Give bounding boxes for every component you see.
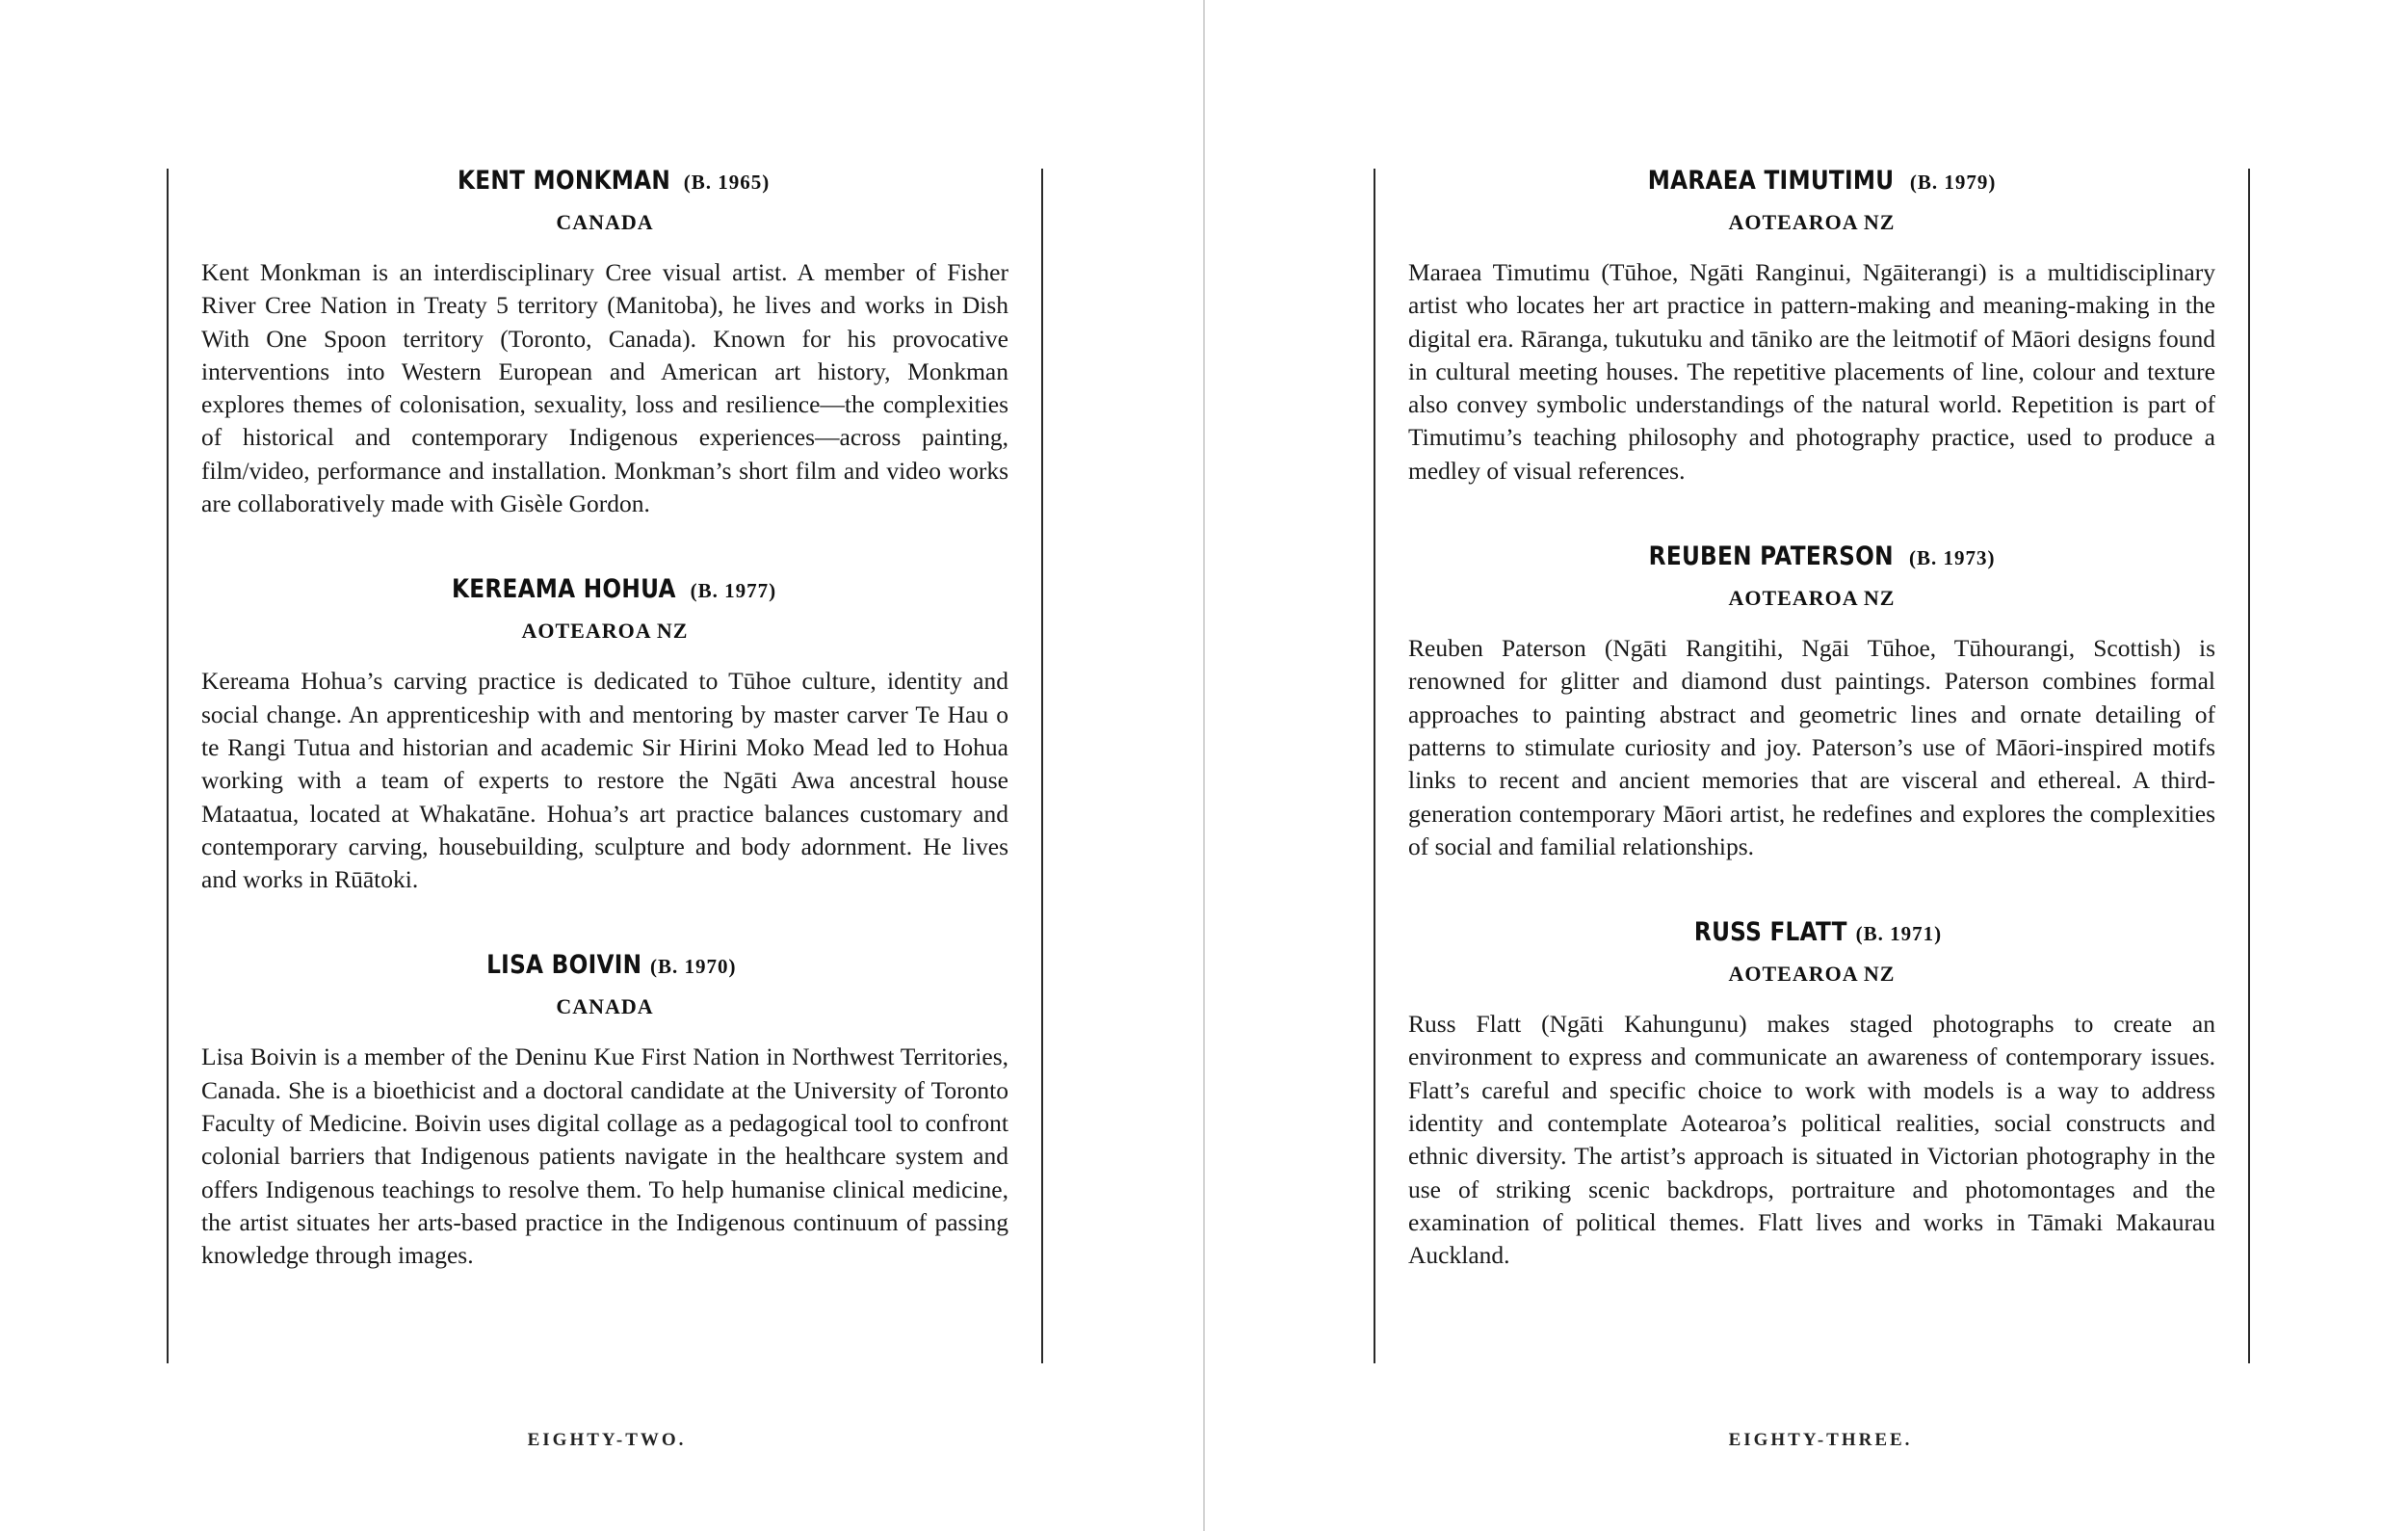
artist-country: AOTEAROA NZ	[521, 619, 689, 644]
artist-bio: Russ Flatt (Ngāti Kahungunu) makes staged photographs to create an environment to express and communicate an awareness of contemporary issues. Flatt’s careful and specific choice to work with models is a way to address identity and contemplate Aotearoa’s political realities, social constructs and ethnic diversity. The artist’s approach is situated in Victorian photography in the use of striking scenic backdrops, portraiture and photomontages and the examination of political themes. Flatt lives and works in Tāmaki Makaurau Auckland.	[1408, 1010, 2215, 1270]
artist-birth-year: (B. 1971)	[1855, 922, 1943, 946]
artist-heading	[201, 572, 1008, 611]
artist-bio: Kereama Hohua’s carving practice is dedicated to Tūhoe culture, identity and social change. An apprenticeship with and mentoring by master carver Te Hau o te Rangi Tutua and historian and academic Sir Hirini Moko Mead led to Hohua working with a team of experts to restore the Ngāti Awa ancestral house Mataatua, located at Whakatāne. Hohua’s art practice balances customary and contemporary carving, housebuilding, sculpture and body adornment. He lives and works in Rūātoki.	[201, 667, 1008, 894]
artist-bio: Kent Monkman is an interdisciplinary Cree visual artist. A member of Fisher River Cree Nation in Treaty 5 territory (Manitoba), he lives and works in Dish With One Spoon territory (Toronto, Canada). Known for his provocative interventions into Western European and American art history, Monkman explores themes of colonisation, sexuality, loss and resilience—the complexities of historical and contemporary Indigenous experiences—across painting, film/video, performance and installation. Monkman’s short film and video works are collaboratively made with Gisèle Gordon.	[201, 258, 1008, 518]
page-number: EIGHTY-THREE.	[1728, 1430, 1913, 1450]
artist-birth-year: (B. 1973)	[1908, 546, 1996, 570]
artist-country: AOTEAROA NZ	[1728, 586, 1896, 611]
page-number: EIGHTY-TWO.	[527, 1430, 687, 1450]
artist-birth-year: (B. 1977)	[690, 579, 777, 603]
artist-heading	[201, 164, 1008, 202]
artist-country: CANADA	[556, 210, 654, 234]
artist-country: AOTEAROA NZ	[1728, 210, 1896, 234]
artist-bio: Reuben Paterson (Ngāti Rangitihi, Ngāi Tūhoe, Tūhourangi, Scottish) is renowned for glitter and diamond dust paintings. Paterson combines formal approaches to painting abstract and geometric lines and ornate detailing of patterns to stimulate curiosity and joy. Paterson’s use of Māori-inspired motifs links to recent and ancient memories that are visceral and ethereal. A third-generation contemporary Māori artist, he redefines and explores the complexities of social and familial relationships.	[1408, 634, 2215, 860]
artist-name: REUBEN PATERSON	[1648, 541, 1894, 572]
artist-entry-kereama-hohua	[201, 572, 1008, 896]
artist-name: MARAEA TIMUTIMU	[1647, 166, 1895, 196]
artist-heading	[1408, 164, 2215, 202]
right-page	[1204, 0, 2408, 1531]
artist-birth-year: (B. 1965)	[683, 171, 771, 194]
artist-entry-russ-flatt	[1408, 915, 2215, 1272]
artist-name: LISA BOIVIN	[485, 950, 641, 981]
right-page-column	[1408, 164, 2215, 1325]
artist-bio: Lisa Boivin is a member of the Deninu Kue First Nation in Northwest Territories, Canada. She is a bioethicist and a doctoral candidate at the University of Toronto Faculty of Medicine. Boivin uses digital collage as a pedagogical tool to confront colonial barriers that Indigenous patients navigate in the healthcare system and offers Indigenous teachings to resolve them. To help humanise clinical medicine, the artist situates her arts-based practice in the Indigenous continuum of passing knowledge through images.	[201, 1043, 1008, 1270]
artist-birth-year: (B. 1970)	[649, 955, 737, 979]
artist-bio: Maraea Timutimu (Tūhoe, Ngāti Ranginui, Ngāiterangi) is a multidisciplinary artist who locates her art practice in pattern-making and meaning-making in the digital era. Rāranga, tukutuku and tāniko are the leitmotif of Māori designs found in cultural meeting houses. The repetitive placements of line, colour and texture also convey symbolic understandings of the natural world. Repetition is part of Timutimu’s teaching philosophy and photography practice, used to produce a medley of visual references.	[1408, 258, 2215, 485]
artist-name: KENT MONKMAN	[457, 166, 670, 196]
artist-entry-reuben-paterson	[1408, 540, 2215, 863]
artist-entry-kent-monkman	[201, 164, 1008, 520]
artist-entry-maraea-timutimu	[1408, 164, 2215, 488]
artist-country: AOTEAROA NZ	[1728, 962, 1896, 987]
artist-entry-lisa-boivin	[201, 948, 1008, 1272]
artist-name: KEREAMA HOHUA	[451, 574, 676, 605]
left-page-column	[201, 164, 1008, 1325]
artist-heading	[1408, 540, 2215, 578]
artist-heading	[201, 948, 1008, 987]
artist-heading	[1408, 915, 2215, 954]
artist-name: RUSS FLATT	[1693, 917, 1847, 948]
artist-country: CANADA	[556, 994, 654, 1019]
artist-birth-year: (B. 1979)	[1909, 171, 1997, 194]
